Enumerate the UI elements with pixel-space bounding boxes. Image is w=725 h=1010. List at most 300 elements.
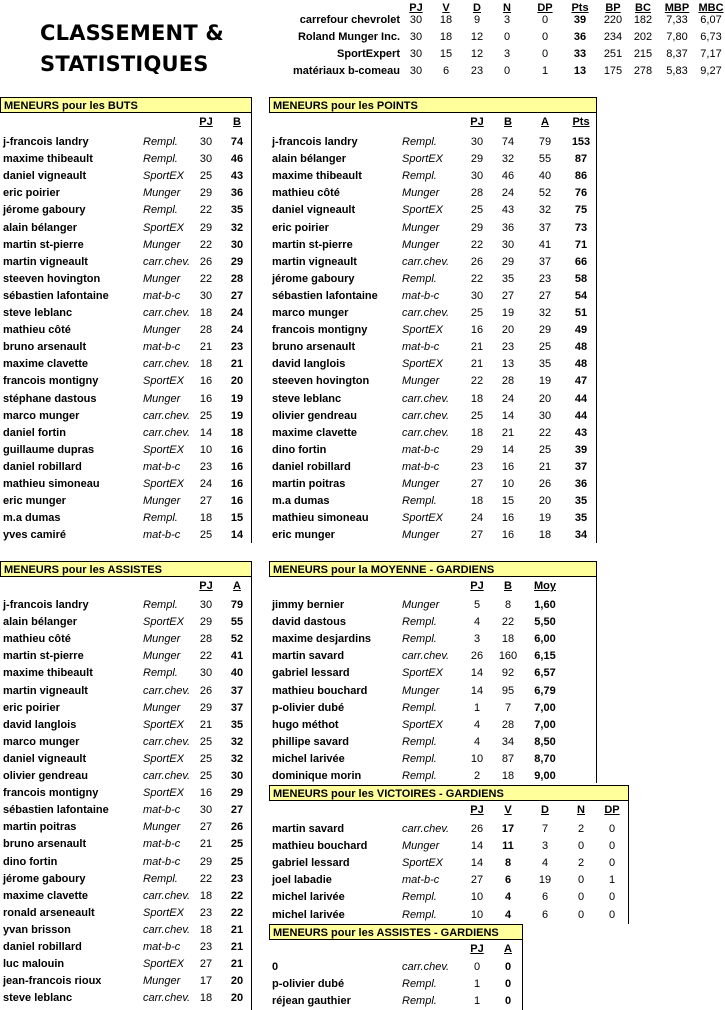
player-name: 0: [272, 961, 279, 973]
leader-row: [0, 185, 252, 202]
stat-value: 8,50: [534, 735, 556, 748]
stat-value: 10: [470, 752, 484, 765]
stat-value: 23: [501, 341, 515, 354]
stat-value: 14: [470, 684, 484, 697]
leader-row: [269, 271, 597, 288]
section-border: [628, 785, 629, 924]
standings-value: 30: [409, 65, 423, 77]
stat-value: 4: [504, 908, 512, 921]
leader-row: [0, 802, 252, 819]
player-name: mathieu simoneau: [3, 478, 100, 490]
team-abbrev: mat-b-c: [143, 341, 181, 354]
leader-row: [0, 614, 252, 631]
player-name: sébastien lafontaine: [272, 289, 378, 302]
player-name: dino fortin: [3, 855, 58, 868]
standings-value: 12: [470, 31, 484, 43]
stat-value: 25: [470, 204, 484, 217]
stat-value: 44: [574, 409, 588, 422]
leader-row: [0, 527, 252, 544]
team-abbrev: Rempl.: [143, 599, 178, 611]
stat-value: 28: [230, 272, 244, 285]
stat-value: 17: [199, 975, 213, 988]
stat-value: 18: [199, 307, 213, 319]
standings-value: 18: [439, 14, 453, 26]
stat-value: 27: [230, 804, 244, 817]
team-abbrev: Munger: [143, 187, 181, 200]
team-abbrev: SportEX: [402, 718, 443, 731]
stat-value: 1: [473, 978, 481, 991]
standings-value: 5,83: [666, 65, 688, 77]
team-abbrev: SportEX: [143, 375, 184, 388]
player-name: michel larivée: [272, 908, 345, 921]
stat-value: 4: [541, 857, 549, 870]
player-name: bruno arsenault: [272, 341, 356, 354]
stat-value: 17: [501, 823, 515, 835]
stat-value: 21: [230, 958, 244, 971]
page-title: CLASSEMENT & STATISTIQUES: [40, 21, 224, 76]
column-header: DP: [604, 804, 620, 816]
stat-value: 30: [501, 238, 515, 251]
stat-value: 76: [574, 187, 588, 200]
team-abbrev: SportEX: [143, 221, 184, 234]
stat-value: 29: [501, 255, 515, 268]
stat-value: 37: [230, 684, 244, 697]
team-abbrev: carr.chev.: [402, 823, 450, 835]
player-name: daniel robillard: [272, 460, 351, 473]
player-name: mathieu côté: [3, 324, 71, 337]
stat-value: 1: [608, 874, 616, 887]
stat-value: 20: [538, 392, 552, 405]
team-abbrev: Munger: [143, 633, 181, 646]
column-header: PJ: [199, 116, 213, 128]
stat-value: 5: [473, 599, 481, 611]
player-name: maxime clavette: [272, 426, 357, 439]
leader-row: [0, 510, 252, 527]
stat-value: 22: [230, 889, 244, 902]
stat-value: 35: [501, 272, 515, 285]
stat-value: 6,79: [534, 684, 556, 697]
player-name: jérome gaboury: [3, 872, 86, 885]
column-headers: [269, 802, 629, 819]
team-abbrev: carr.chev.: [402, 307, 450, 319]
stat-value: 27: [470, 478, 484, 490]
stat-value: 16: [199, 375, 213, 388]
stat-value: 14: [199, 426, 213, 439]
leader-row: [0, 683, 252, 700]
leader-row: [269, 648, 597, 665]
leader-row: [269, 959, 523, 976]
stat-value: 26: [470, 823, 484, 835]
stat-value: 0: [577, 908, 585, 921]
team-abbrev: Rempl.: [402, 908, 437, 921]
stat-value: 25: [230, 838, 244, 851]
stat-value: 7: [504, 701, 512, 714]
stat-value: 18: [230, 426, 244, 439]
standings-col-header: PJ: [409, 2, 423, 14]
standings-value: 8,37: [666, 48, 688, 60]
stat-value: 35: [230, 204, 244, 217]
stat-value: 21: [230, 923, 244, 936]
stat-value: 16: [230, 443, 244, 456]
stat-value: 51: [574, 307, 588, 319]
player-name: yvan brisson: [3, 923, 71, 936]
leader-row: [269, 527, 597, 544]
stat-value: 24: [501, 187, 515, 200]
stat-value: 30: [199, 289, 213, 302]
team-abbrev: SportEX: [143, 718, 184, 731]
player-name: martin poitras: [3, 821, 77, 834]
stat-value: 25: [538, 341, 552, 354]
leader-row: [0, 493, 252, 510]
stat-value: 30: [470, 289, 484, 302]
stat-value: 26: [230, 821, 244, 834]
team-abbrev: mat-b-c: [143, 289, 181, 302]
player-name: m.a dumas: [3, 512, 61, 525]
stat-value: 16: [230, 495, 244, 508]
stat-value: 32: [538, 204, 552, 217]
team-abbrev: carr.chev.: [143, 255, 191, 268]
section-header: MENEURS pour les VICTOIRES - GARDIENS: [269, 785, 629, 801]
team-abbrev: Rempl.: [402, 995, 437, 1008]
team-abbrev: Munger: [402, 840, 440, 853]
leader-row: [0, 476, 252, 493]
leader-row: [0, 168, 252, 185]
player-name: eric poirier: [3, 187, 60, 200]
stat-value: 18: [470, 392, 484, 405]
stat-value: 22: [470, 272, 484, 285]
standings-value: 0: [541, 31, 549, 43]
leader-row: [269, 288, 597, 305]
section-border: [251, 97, 252, 543]
stat-value: 5,50: [534, 616, 556, 629]
stat-value: 20: [538, 495, 552, 508]
team-abbrev: Rempl.: [402, 495, 437, 508]
stat-value: 6,00: [534, 633, 556, 646]
player-name: daniel robillard: [3, 941, 82, 953]
team-abbrev: SportEX: [402, 153, 443, 166]
stat-value: 22: [199, 238, 213, 251]
team-abbrev: Rempl.: [402, 272, 437, 285]
team-abbrev: Munger: [143, 324, 181, 337]
stat-value: 11: [502, 840, 514, 853]
player-name: yves camiré: [3, 529, 66, 542]
stat-value: 20: [230, 992, 244, 1005]
team-abbrev: Rempl.: [402, 770, 437, 782]
section-border: [596, 561, 597, 783]
stat-value: 6: [541, 891, 549, 904]
stat-value: 0: [504, 995, 512, 1008]
stat-value: 14: [470, 840, 484, 853]
team-abbrev: carr.chev.: [402, 961, 450, 973]
column-header: Pts: [572, 116, 590, 128]
leader-row: [0, 288, 252, 305]
standings-value: 182: [633, 14, 653, 26]
stat-value: 29: [230, 787, 244, 800]
stat-value: 46: [230, 153, 244, 166]
player-name: bruno arsenault: [3, 838, 87, 851]
stat-value: 15: [230, 512, 244, 525]
player-name: steve leblanc: [272, 392, 342, 405]
stat-value: 1,60: [534, 599, 556, 611]
leader-row: [269, 408, 597, 425]
team-abbrev: Munger: [143, 821, 181, 834]
player-name: réjean gauthier: [272, 995, 351, 1008]
team-abbrev: Munger: [143, 392, 181, 405]
player-name: j-francois landry: [272, 136, 358, 148]
stat-value: 19: [230, 409, 244, 422]
standings-value: 7,17: [700, 48, 722, 60]
stat-value: 16: [501, 460, 515, 473]
team-abbrev: Rempl.: [402, 701, 437, 714]
leader-row: [269, 855, 629, 872]
stat-value: 35: [574, 512, 588, 525]
team-abbrev: mat-b-c: [143, 855, 181, 868]
stat-value: 27: [470, 529, 484, 542]
leader-row: [0, 134, 252, 151]
column-header: N: [577, 804, 585, 816]
stat-value: 27: [199, 495, 213, 508]
stat-value: 30: [199, 136, 213, 148]
column-header: B: [504, 580, 512, 592]
team-abbrev: Rempl.: [402, 752, 437, 765]
column-headers: [269, 114, 597, 131]
leader-row: [0, 888, 252, 905]
leader-row: [0, 597, 252, 614]
leader-row: [0, 734, 252, 751]
standings-value: 7,80: [666, 31, 688, 43]
stat-value: 25: [470, 409, 484, 422]
team-abbrev: SportEX: [143, 443, 184, 456]
column-header: A: [233, 580, 241, 592]
stat-value: 6,15: [534, 650, 556, 663]
stat-value: 0: [608, 823, 616, 835]
leader-row: [269, 373, 597, 390]
stat-value: 43: [501, 204, 515, 217]
leader-row: [0, 254, 252, 271]
team-name: carrefour chevrolet: [299, 14, 400, 26]
standings-value: 9,27: [700, 65, 722, 77]
stat-value: 28: [501, 375, 515, 388]
stat-value: 2: [473, 770, 481, 782]
standings-col-header: N: [503, 2, 511, 14]
team-abbrev: carr.chev.: [143, 684, 191, 697]
standings-row: [275, 12, 725, 29]
leader-row: [0, 939, 252, 956]
team-abbrev: mat-b-c: [402, 443, 440, 456]
leader-row: [269, 907, 629, 924]
leader-row: [269, 510, 597, 527]
section-border: [596, 97, 597, 543]
standings-value: 0: [503, 31, 511, 43]
team-abbrev: Munger: [402, 221, 440, 234]
column-header: PJ: [470, 116, 484, 128]
standings-value: 278: [633, 65, 653, 77]
player-name: maxime desjardins: [272, 633, 372, 646]
stat-value: 28: [501, 718, 515, 731]
team-name: SportExpert: [337, 48, 400, 60]
standings-value: 6: [442, 65, 450, 77]
player-name: phillipe savard: [272, 735, 350, 748]
stat-value: 10: [470, 908, 484, 921]
stat-value: 26: [199, 684, 213, 697]
standings-value: 1: [541, 65, 549, 77]
standings-value: 6,73: [700, 31, 722, 43]
stat-value: 22: [501, 616, 515, 629]
team-abbrev: Munger: [143, 701, 181, 714]
column-headers: [269, 578, 597, 595]
standings-col-header: D: [473, 2, 481, 14]
team-abbrev: carr.chev.: [402, 650, 450, 663]
leader-row: [0, 356, 252, 373]
stat-value: 52: [538, 187, 552, 200]
leader-row: [269, 134, 597, 151]
leader-row: [0, 322, 252, 339]
stat-value: 18: [199, 889, 213, 902]
stat-value: 6,57: [534, 667, 556, 680]
assists-leaders: [0, 561, 252, 1010]
stat-value: 30: [230, 238, 244, 251]
stat-value: 39: [574, 443, 588, 456]
section-header: MENEURS pour la MOYENNE - GARDIENS: [269, 561, 597, 577]
team-name: matériaux b-comeau: [293, 65, 400, 77]
player-name: martin savard: [272, 823, 345, 835]
leader-row: [0, 854, 252, 871]
stat-value: 95: [501, 684, 515, 697]
leader-row: [0, 408, 252, 425]
section-border: [522, 924, 523, 1010]
stat-value: 15: [501, 495, 515, 508]
stat-value: 2: [577, 857, 585, 870]
leader-row: [269, 202, 597, 219]
stat-value: 22: [199, 650, 213, 663]
stat-value: 7,00: [534, 701, 556, 714]
standings-value: 3: [503, 14, 511, 26]
stat-value: 8: [504, 857, 512, 870]
stat-value: 30: [230, 770, 244, 782]
stat-value: 0: [577, 840, 585, 853]
team-abbrev: Rempl.: [143, 136, 178, 148]
standings-value: 30: [409, 14, 423, 26]
stat-value: 21: [230, 358, 244, 371]
team-abbrev: Munger: [143, 650, 181, 663]
stat-value: 21: [199, 341, 213, 354]
stat-value: 9,00: [534, 770, 556, 782]
leader-row: [269, 614, 597, 631]
team-abbrev: SportEX: [143, 787, 184, 800]
stat-value: 32: [501, 153, 515, 166]
stat-value: 29: [199, 221, 213, 234]
team-abbrev: SportEX: [143, 478, 184, 490]
player-name: maxime thibeault: [3, 667, 93, 680]
stat-value: 23: [230, 341, 244, 354]
player-name: martin st-pierre: [3, 238, 84, 251]
player-name: mathieu simoneau: [272, 512, 369, 525]
stat-value: 25: [199, 529, 213, 542]
player-name: jean-francois rioux: [3, 975, 102, 988]
stat-value: 24: [230, 307, 244, 319]
stat-value: 35: [230, 718, 244, 731]
stat-value: 6: [504, 874, 512, 887]
stat-value: 0: [608, 840, 616, 853]
column-header: B: [504, 116, 512, 128]
leader-row: [269, 838, 629, 855]
leader-row: [269, 151, 597, 168]
stat-value: 4: [473, 735, 481, 748]
stat-value: 0: [608, 891, 616, 904]
stat-value: 22: [470, 238, 484, 251]
stat-value: 44: [574, 392, 588, 405]
stat-value: 86: [574, 170, 588, 183]
leader-row: [269, 493, 597, 510]
leader-row: [0, 151, 252, 168]
stat-value: 23: [470, 460, 484, 473]
leader-row: [0, 717, 252, 734]
leader-row: [0, 751, 252, 768]
stat-value: 25: [199, 409, 213, 422]
stat-value: 37: [230, 701, 244, 714]
team-abbrev: carr.chev.: [402, 255, 450, 268]
player-name: p-olivier dubé: [272, 978, 345, 991]
team-abbrev: Rempl.: [402, 136, 437, 148]
stat-value: 55: [538, 153, 552, 166]
team-abbrev: mat-b-c: [143, 804, 181, 817]
standings-value: 18: [439, 31, 453, 43]
stat-value: 36: [501, 221, 515, 234]
stat-value: 24: [470, 512, 484, 525]
standings-value: 9: [473, 14, 481, 26]
player-name: dino fortin: [272, 443, 327, 456]
stat-value: 160: [498, 650, 518, 663]
stat-value: 19: [538, 512, 552, 525]
stat-value: 20: [501, 324, 515, 337]
player-name: martin st-pierre: [272, 238, 353, 251]
player-name: mathieu bouchard: [272, 684, 368, 697]
player-name: j-francois landry: [3, 136, 89, 148]
leader-row: [269, 993, 523, 1010]
player-name: maxime thibeault: [272, 170, 362, 183]
column-header: V: [504, 804, 512, 816]
stat-value: 18: [199, 923, 213, 936]
stat-value: 46: [501, 170, 515, 183]
player-name: daniel robillard: [3, 460, 82, 473]
stat-value: 30: [199, 804, 213, 817]
stat-value: 19: [538, 375, 552, 388]
stat-value: 19: [230, 392, 244, 405]
team-abbrev: Rempl.: [143, 512, 178, 525]
leader-row: [269, 476, 597, 493]
player-name: steeven hovington: [272, 375, 370, 388]
stat-value: 24: [199, 478, 213, 490]
leader-row: [0, 425, 252, 442]
leader-row: [0, 905, 252, 922]
leader-row: [269, 665, 597, 682]
stat-value: 27: [501, 289, 515, 302]
stat-value: 16: [501, 529, 515, 542]
stat-value: 27: [470, 874, 484, 887]
leader-row: [0, 700, 252, 717]
leader-row: [269, 597, 597, 614]
team-abbrev: SportEX: [143, 616, 184, 629]
stat-value: 21: [230, 941, 244, 953]
team-abbrev: carr.chev.: [143, 889, 191, 902]
team-abbrev: SportEX: [143, 958, 184, 971]
stat-value: 41: [538, 238, 552, 251]
stat-value: 66: [574, 255, 588, 268]
stat-value: 0: [504, 961, 512, 973]
section-header: MENEURS pour les ASSISTES: [0, 561, 252, 577]
stat-value: 71: [574, 238, 588, 251]
player-name: alain bélanger: [3, 221, 77, 234]
